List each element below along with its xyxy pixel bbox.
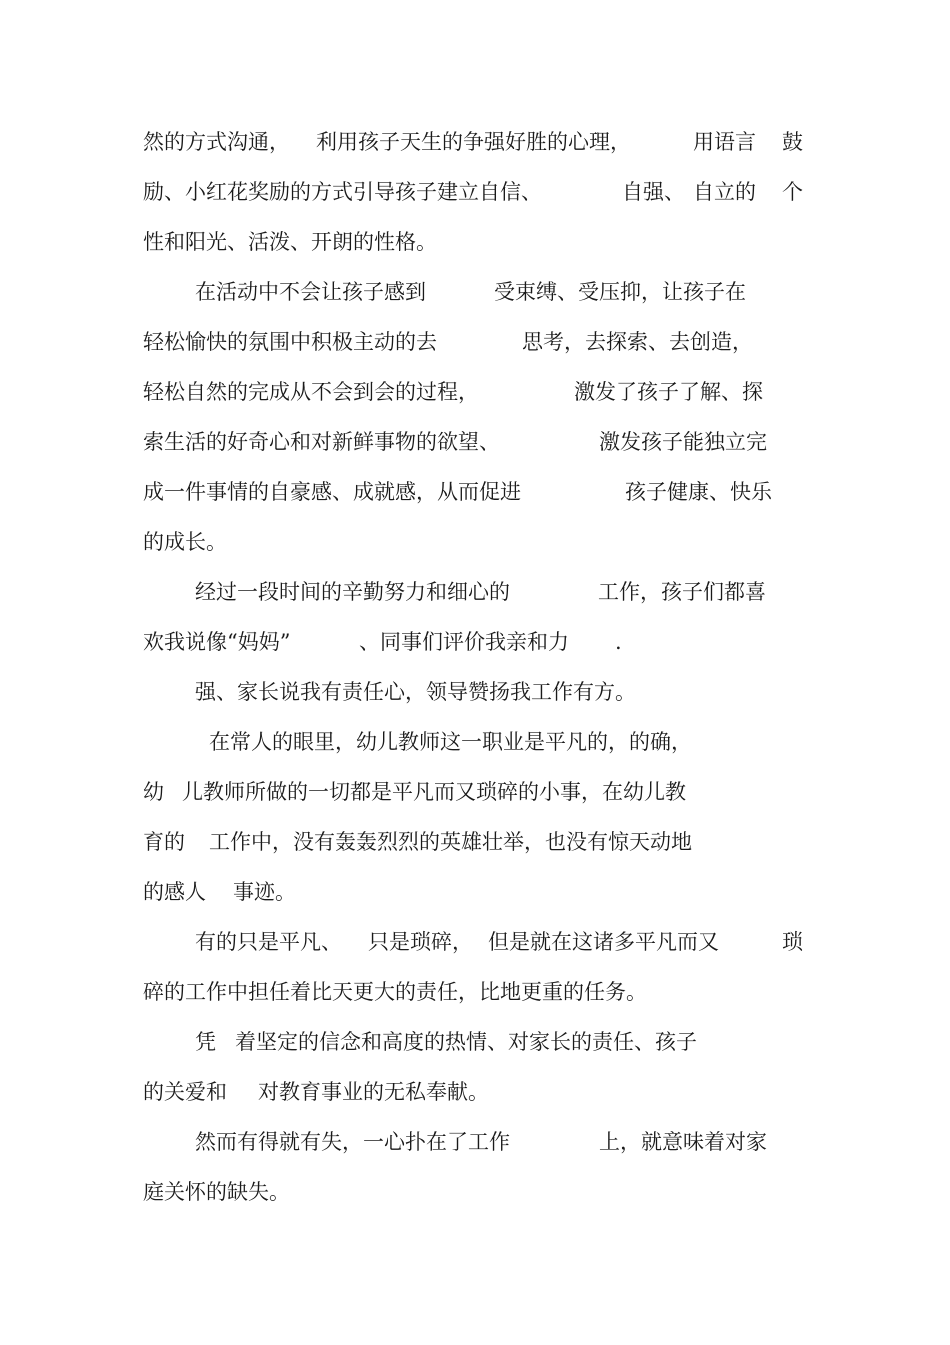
text-segment: 激发了孩子了解、探	[574, 380, 763, 404]
text-segment: 在常人的眼里，幼儿教师这一职业是平凡的，的确，	[209, 730, 692, 754]
text-segment: 利用孩子天生的争强好胜的心理，	[316, 130, 631, 154]
text-segment: 的关爱和	[143, 1080, 227, 1104]
text-segment: 用语言	[693, 130, 756, 154]
text-segment: .	[615, 630, 622, 654]
text-line	[0, 277, 950, 317]
text-segment: 上，就意味着对家	[599, 1130, 767, 1154]
text-segment: 励、小红花奖励的方式引导孩子建立自信、	[143, 180, 542, 204]
text-segment: 经过一段时间的辛勤努力和细心的	[195, 580, 510, 604]
text-line	[0, 777, 950, 817]
text-segment: 欢我说像“妈妈”	[143, 630, 291, 654]
text-segment: 然的方式沟通，	[143, 130, 290, 154]
text-segment: 性和阳光、活泼、开朗的性格。	[143, 230, 437, 254]
text-segment: 有的只是平凡、	[195, 930, 342, 954]
text-segment: 只是琐碎，	[368, 930, 473, 954]
text-segment: 育的	[143, 830, 185, 854]
text-line	[0, 1127, 950, 1167]
text-segment: 对教育事业的无私奉献。	[258, 1080, 489, 1104]
text-segment: 的感人	[143, 880, 206, 904]
text-line	[0, 727, 950, 767]
text-segment: 激发孩子能独立完	[599, 430, 767, 454]
text-segment: 轻松愉快的氛围中积极主动的去	[143, 330, 437, 354]
text-line	[0, 1027, 950, 1067]
text-segment: 琐	[782, 930, 803, 954]
text-line	[0, 1077, 950, 1117]
text-line	[0, 477, 950, 517]
text-line	[0, 977, 950, 1017]
text-segment: 工作，孩子们都喜	[598, 580, 766, 604]
text-segment: 个	[782, 180, 803, 204]
text-segment: 然而有得就有失，一心扑在了工作	[195, 1130, 510, 1154]
text-segment: 凭	[195, 1030, 216, 1054]
text-segment: 庭关怀的缺失。	[143, 1180, 290, 1204]
text-line	[0, 377, 950, 417]
text-line	[0, 927, 950, 967]
text-segment: 事迹。	[233, 880, 296, 904]
text-segment: 的成长。	[143, 530, 227, 554]
text-segment: 思考，去探索、去创造，	[522, 330, 753, 354]
text-segment: 强、家长说我有责任心，领导赞扬我工作有方。	[195, 680, 636, 704]
text-segment: 幼	[143, 780, 164, 804]
text-segment: 自立的	[693, 180, 756, 204]
text-line	[0, 827, 950, 867]
text-segment: 鼓	[782, 130, 803, 154]
text-segment: 自强、	[622, 180, 685, 204]
text-segment: 着坚定的信念和高度的热情、对家长的责任、孩子	[235, 1030, 697, 1054]
text-segment: 成一件事情的自豪感、成就感，从而促进	[143, 480, 521, 504]
text-line	[0, 677, 950, 717]
text-line	[0, 427, 950, 467]
text-segment: 但是就在这诸多平凡而又	[488, 930, 719, 954]
text-segment: 受束缚、受压抑，让孩子在	[494, 280, 746, 304]
text-line	[0, 227, 950, 267]
text-line	[0, 627, 950, 667]
text-segment: 儿教师所做的一切都是平凡而又琐碎的小事，在幼儿教	[182, 780, 686, 804]
text-segment: 孩子健康、快乐	[625, 480, 772, 504]
text-segment: 工作中，没有轰轰烈烈的英雄壮举，也没有惊天动地	[209, 830, 692, 854]
text-segment: 索生活的好奇心和对新鲜事物的欲望、	[143, 430, 500, 454]
text-line	[0, 527, 950, 567]
text-segment: 在活动中不会让孩子感到	[195, 280, 426, 304]
text-line	[0, 327, 950, 367]
text-segment: 碎的工作中担任着比天更大的责任，比地更重的任务。	[143, 980, 647, 1004]
text-line	[0, 1177, 950, 1217]
text-line	[0, 577, 950, 617]
text-segment: 、同事们评价我亲和力	[359, 630, 569, 654]
text-line	[0, 177, 950, 217]
text-segment: 轻松自然的完成从不会到会的过程，	[143, 380, 479, 404]
text-line	[0, 127, 950, 167]
text-line	[0, 877, 950, 917]
